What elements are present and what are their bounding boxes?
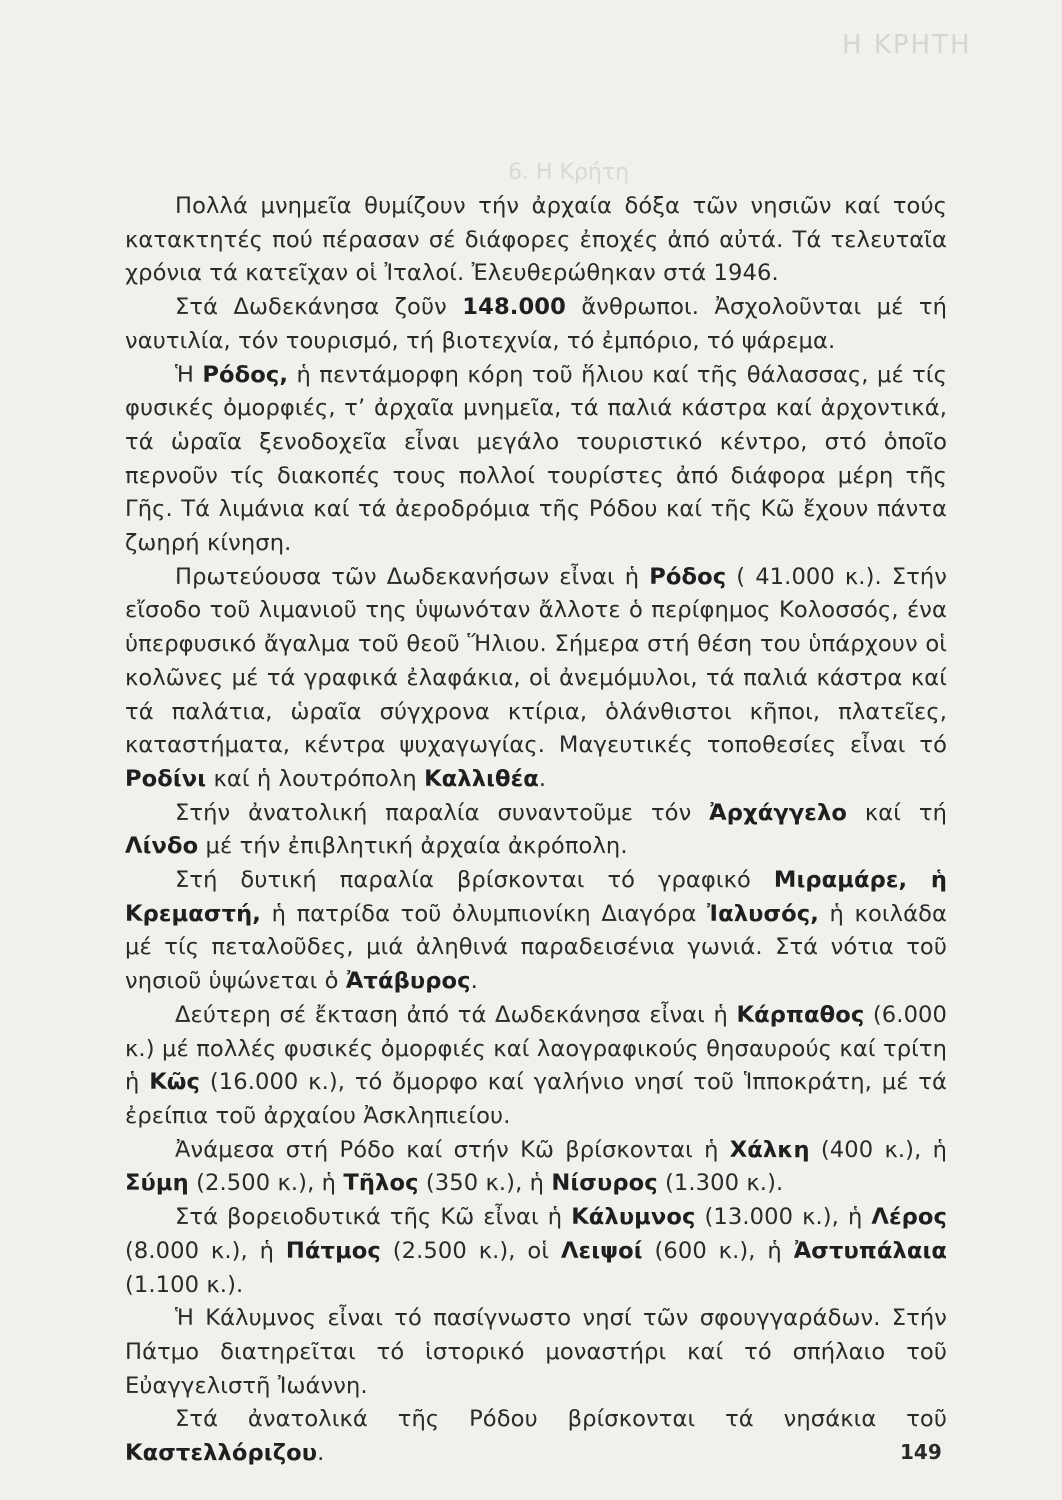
place-nisyros: Νίσυρος bbox=[551, 1170, 658, 1197]
paragraph-8: Ἀνάμεσα στή Ρόδο καί στήν Κῶ βρίσκονται ἡ Χάλκη (400 κ.), ἡ Σύμη (2.500 κ.), ἡ Τῆλος (350 κ.), ἡ Νίσυρος (1.300 κ.). bbox=[125, 1136, 948, 1197]
place-kallithea: Καλλιθέα bbox=[424, 765, 539, 792]
paragraph-2: Στά Δωδεκάνησα ζοῦν 148.000 ἄνθρωποι. Ἀσχολοῦνται μέ τή ναυτιλία, τόν τουρισμό, τή βιοτεχνία, τό ἐμπόριο, τό ψάρεμα. bbox=[125, 294, 947, 354]
place-kos: Κῶς bbox=[149, 1069, 201, 1096]
population-figure: 148.000 bbox=[462, 294, 566, 321]
place-astypalaia: Ἀστυπάλαια bbox=[793, 1237, 947, 1264]
place-rodini: Ροδίνι bbox=[125, 765, 207, 792]
place-ialysos: Ἰαλυσός, bbox=[707, 900, 819, 927]
paragraph-11: Στά ἀνατολικά τῆς Ρόδου βρίσκονται τά νησάκια τοῦ Καστελλόριζου. bbox=[125, 1406, 947, 1467]
paragraph-5: Στήν ἀνατολική παραλία συναντοῦμε τόν Ἀρχάγγελο καί τή Λίνδο μέ τήν ἐπιβλητική ἀρχαία ἀκρόπολη. bbox=[125, 799, 947, 860]
place-leros: Λέρος bbox=[871, 1204, 948, 1231]
place-patmos: Πάτμος bbox=[285, 1237, 381, 1264]
place-symi: Σύμη bbox=[125, 1170, 189, 1197]
page-number: 149 bbox=[900, 1440, 942, 1464]
paragraph-4: Πρωτεύουσα τῶν Δωδεκανήσων εἶναι ἡ Ρόδος ( 41.000 κ.). Στήν εἴσοδο τοῦ λιμανιοῦ της ὑψωνόταν ἄλλοτε ὁ περίφημος Κολοσσός, ένα ὑπερφυσικό ἄγαλμα τοῦ θεοῦ Ἥλιου. Σήμερα στή θέση του ὑπάρχουν οἱ κολῶνες μέ τά γραφικά ἐλαφάκια, οἱ ἀνεμόμυλοι, τά παλιά κάστρα καί τά παλάτια, ὡραῖα σύγχρονα κτίρια, ὁλάνθιστοι κῆποι, πλατεῖες, καταστήματα, κέντρα ψυχαγωγίας. Μαγευτικές τοποθεσίες εἶναι τό Ροδίνι καί ἡ λουτρόπολη Καλλιθέα. bbox=[125, 563, 948, 792]
place-miramare-kremasti: Μιραμάρε, ἡ Κρεμαστή, bbox=[125, 867, 948, 927]
paragraph-3: Ἡ Ρόδος, ἡ πεντάμορφη κόρη τοῦ ἥλιου καί τῆς θάλασσας, μέ τίς φυσικές ὀμορφιές, τ’ ἀρχαῖα μνημεῖα, τά παλιά κάστρα καί ἀρχοντικά, τά ὡραῖα ξενοδοχεῖα εἶναι μεγάλο τουριστικό κέντρο, στό ὁποῖο περνοῦν τίς διακοπές τους πολλοί τουρίστες ἀπό διάφορα μέρη τῆς Γῆς. Τά λιμάνια καί τά ἀεροδρόμια τῆς Ρόδου καί τῆς Κῶ ἔχουν πάντα ζωηρή κίνηση. bbox=[125, 361, 947, 557]
place-leipsoi: Λειψοί bbox=[560, 1237, 643, 1264]
body-text bbox=[125, 190, 947, 1471]
paragraph-9: Στά βορειοδυτικά τῆς Κῶ εἶναι ἡ Κάλυμνος (13.000 κ.), ἡ Λέρος (8.000 κ.), ἡ Πάτμος (2.500 κ.), οἱ Λειψοί (600 κ.), ἡ Ἀστυπάλαια (1.100 κ.). bbox=[125, 1204, 948, 1298]
paragraph-6: Στή δυτική παραλία βρίσκονται τό γραφικό Μιραμάρε, ἡ Κρεμαστή, ἡ πατρίδα τοῦ ὀλυμπιονίκη Διαγόρα Ἰαλυσός, ἡ κοιλάδα μέ τίς πεταλοῦδες, μιά ἀληθινά παραδεισένια γωνιά. Στά νότια τοῦ νησιοῦ ὑψώνεται ὁ Ἀτάβυρος. bbox=[125, 867, 948, 995]
place-rhodes: Ρόδος, bbox=[202, 361, 289, 388]
paragraph-10: Ἡ Κάλυμνος εἶναι τό πασίγνωστο νησί τῶν σφουγγαράδων. Στήν Πάτμο διατηρεῖται τό ἱστορικό μοναστήρι καί τό σπήλαιο τοῦ Εὐαγγελιστῆ Ἰωάννη. bbox=[125, 1305, 947, 1399]
place-karpathos: Κάρπαθος bbox=[736, 1001, 865, 1028]
place-tilos: Τῆλος bbox=[343, 1170, 419, 1197]
place-archangelos: Ἀρχάγγελο bbox=[709, 799, 848, 826]
bleed-through-title: Η ΚΡΗΤΗ bbox=[842, 30, 972, 60]
place-lindos: Λίνδο bbox=[125, 833, 199, 860]
place-atavyros: Ἀτάβυρος bbox=[345, 968, 471, 995]
paragraph-7: Δεύτερη σέ ἔκταση ἀπό τά Δωδεκάνησα εἶναι ἡ Κάρπαθος (6.000 κ.) μέ πολλές φυσικές ὀμορφιές καί λαογραφικούς θησαυρούς καί τρίτη ἡ Κῶς (16.000 κ.), τό ὄμορφο καί γαλήνιο νησί τοῦ Ἱπποκράτη, μέ τά ἐρείπια τοῦ ἀρχαίου Ἀσκληπιείου. bbox=[125, 1001, 947, 1129]
paragraph-1: Πολλά μνημεῖα θυμίζουν τήν ἀρχαία δόξα τῶν νησιῶν καί τούς κατακτητές πού πέρασαν σέ διάφορες ἐποχές ἀπό αὐτά. Τά τελευταῖα χρόνια τά κατεῖχαν οἱ Ἰταλοί. Ἐλευθερώθηκαν στά 1946. bbox=[125, 193, 947, 287]
place-chalki: Χάλκη bbox=[729, 1136, 810, 1163]
bleed-through-heading: 6. Η Κρήτη bbox=[508, 160, 630, 185]
place-kastellorizo: Καστελλόριζου bbox=[125, 1440, 318, 1467]
place-kalymnos: Κάλυμνος bbox=[571, 1204, 696, 1231]
place-rhodes-capital: Ρόδος bbox=[649, 563, 727, 590]
